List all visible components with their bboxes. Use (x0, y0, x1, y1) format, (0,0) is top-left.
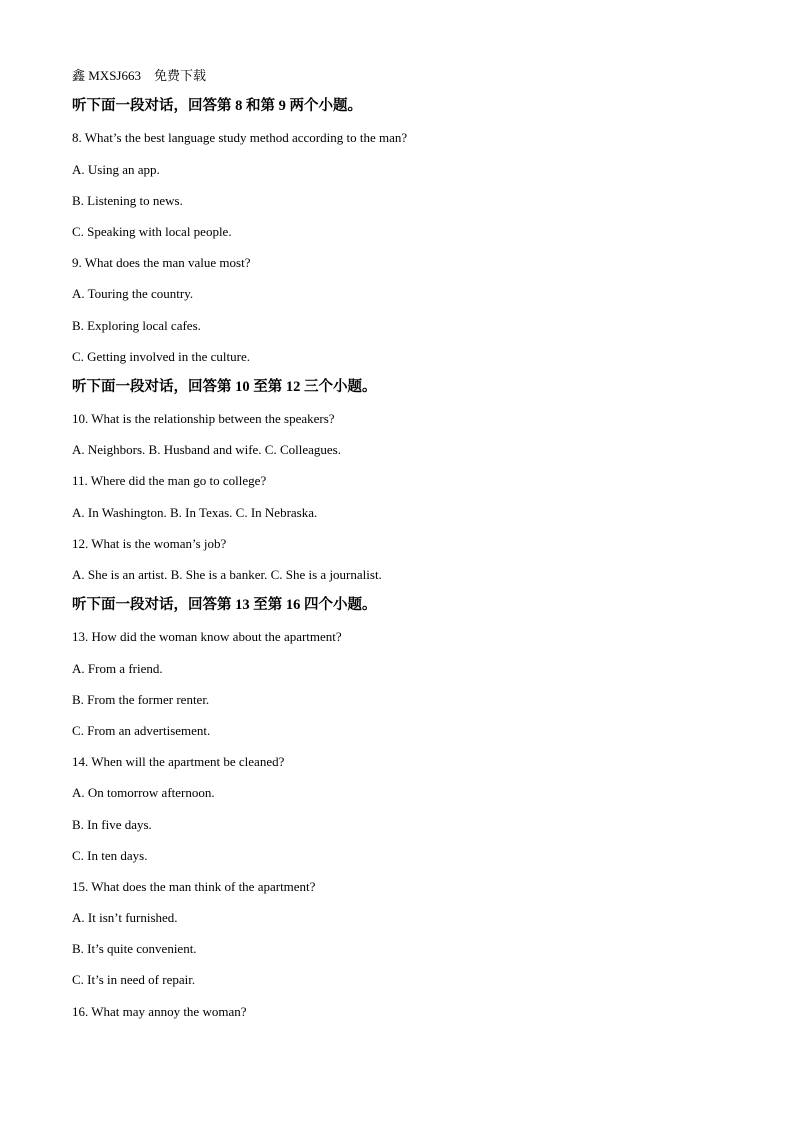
answer-option: B. It’s quite convenient. (72, 941, 197, 957)
answer-option: B. In five days. (72, 816, 152, 832)
answer-option: A. She is an artist. B. She is a banker. C. She is a journalist. (72, 567, 382, 582)
answer-option: B. Listening to news. (72, 192, 183, 208)
question-stem: 14. When will the apartment be cleaned? (72, 754, 285, 770)
document-page (72, 60, 732, 1027)
section-heading: 听下面一段对话，回答第 10 至第 12 三个小题。 (72, 378, 377, 395)
answer-option: A. Using an app. (72, 161, 160, 177)
question-stem: 15. What does the man think of the apartment? (72, 878, 316, 894)
question-stem: 13. How did the woman know about the apartment? (72, 629, 342, 645)
question-stem: 9. What does the man value most? (72, 255, 251, 271)
answer-option: A. On tomorrow afternoon. (72, 785, 215, 801)
section-heading: 听下面一段对话，回答第 13 至第 16 四个小题。 (72, 597, 377, 614)
question-stem: 16. What may annoy the woman? (72, 1003, 247, 1019)
answer-option: C. In ten days. (72, 847, 148, 863)
answer-option: A. It isn’t furnished. (72, 910, 178, 926)
section-heading: 听下面一段对话，回答第 8 和第 9 两个小题。 (72, 98, 362, 115)
answer-option: A. Touring the country. (72, 286, 194, 302)
question-stem: 8. What’s the best language study method according to the man? (72, 130, 408, 146)
answer-option: A. In Washington. B. In Texas. C. In Nebraska. (72, 504, 318, 520)
answer-option: C. It’s in need of repair. (72, 972, 196, 988)
answer-option: C. Speaking with local people. (72, 223, 232, 239)
answer-option: A. Neighbors. B. Husband and wife. C. Colleagues. (72, 442, 341, 458)
answer-option: B. Exploring local cafes. (72, 317, 201, 333)
answer-option: B. From the former renter. (72, 691, 210, 707)
answer-option: C. From an advertisement. (72, 722, 211, 738)
answer-option: C. Getting involved in the culture. (72, 348, 250, 364)
answer-option: A. From a friend. (72, 660, 163, 676)
watermark-header: 鑫 MXSJ663 免费下载 (72, 68, 206, 83)
question-stem: 12. What is the woman’s job? (72, 535, 227, 551)
question-stem: 10. What is the relationship between the speakers? (72, 411, 335, 427)
question-stem: 11. Where did the man go to college? (72, 473, 267, 489)
